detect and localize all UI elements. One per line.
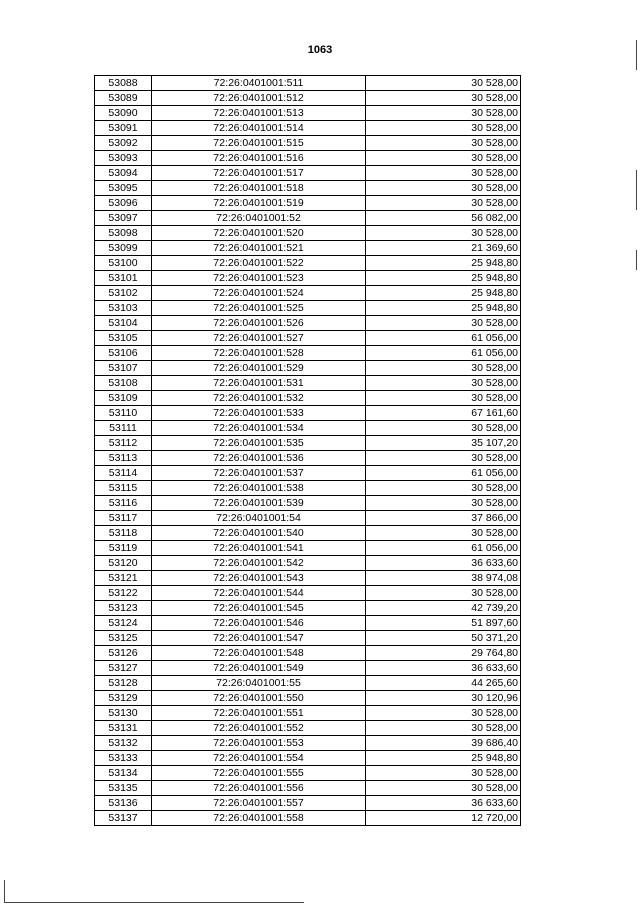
table-row [95,331,521,346]
table-row [95,256,521,271]
value-cell: 30 528,00 [366,226,521,241]
cadastral-number-cell: 72:26:0401001:538 [152,481,366,496]
row-number-cell: 53118 [95,526,152,541]
cadastral-number-cell: 72:26:0401001:547 [152,631,366,646]
value-cell: 61 056,00 [366,541,521,556]
table-row [95,511,521,526]
row-number-cell: 53129 [95,691,152,706]
cadastral-number-cell: 72:26:0401001:521 [152,241,366,256]
value-cell: 30 528,00 [366,196,521,211]
cadastral-number-cell: 72:26:0401001:52 [152,211,366,226]
table-row [95,136,521,151]
cadastral-number-cell: 72:26:0401001:531 [152,376,366,391]
row-number-cell: 53094 [95,166,152,181]
table-row [95,451,521,466]
cadastral-number-cell: 72:26:0401001:54 [152,511,366,526]
cadastral-number-cell: 72:26:0401001:557 [152,796,366,811]
table-row [95,781,521,796]
table-row [95,76,521,91]
row-number-cell: 53130 [95,706,152,721]
cadastral-number-cell: 72:26:0401001:529 [152,361,366,376]
cadastral-number-cell: 72:26:0401001:524 [152,286,366,301]
cadastral-number-cell: 72:26:0401001:551 [152,706,366,721]
row-number-cell: 53120 [95,556,152,571]
row-number-cell: 53099 [95,241,152,256]
cadastral-number-cell: 72:26:0401001:525 [152,301,366,316]
cadastral-number-cell: 72:26:0401001:532 [152,391,366,406]
value-cell: 25 948,80 [366,286,521,301]
scan-edge-mark [4,880,5,902]
row-number-cell: 53117 [95,511,152,526]
row-number-cell: 53095 [95,181,152,196]
table-row [95,241,521,256]
value-cell: 38 974,08 [366,571,521,586]
row-number-cell: 53131 [95,721,152,736]
table-row [95,181,521,196]
value-cell: 37 866,00 [366,511,521,526]
row-number-cell: 53114 [95,466,152,481]
cadastral-number-cell: 72:26:0401001:550 [152,691,366,706]
cadastral-number-cell: 72:26:0401001:522 [152,256,366,271]
value-cell: 30 528,00 [366,451,521,466]
table-row [95,706,521,721]
value-cell: 30 528,00 [366,421,521,436]
cadastral-number-cell: 72:26:0401001:543 [152,571,366,586]
cadastral-number-cell: 72:26:0401001:526 [152,316,366,331]
row-number-cell: 53116 [95,496,152,511]
row-number-cell: 53107 [95,361,152,376]
row-number-cell: 53126 [95,646,152,661]
row-number-cell: 53122 [95,586,152,601]
cadastral-number-cell: 72:26:0401001:555 [152,766,366,781]
value-cell: 30 528,00 [366,181,521,196]
value-cell: 30 528,00 [366,121,521,136]
table-row [95,631,521,646]
value-cell: 61 056,00 [366,466,521,481]
value-cell: 67 161,60 [366,406,521,421]
table-row [95,811,521,826]
cadastral-number-cell: 72:26:0401001:544 [152,586,366,601]
value-cell: 44 265,60 [366,676,521,691]
cadastral-number-cell: 72:26:0401001:542 [152,556,366,571]
value-cell: 30 528,00 [366,151,521,166]
value-cell: 30 528,00 [366,526,521,541]
cadastral-number-cell: 72:26:0401001:553 [152,736,366,751]
table-row [95,661,521,676]
cadastral-number-cell: 72:26:0401001:535 [152,436,366,451]
table-row [95,721,521,736]
value-cell: 36 633,60 [366,796,521,811]
table-row [95,556,521,571]
row-number-cell: 53112 [95,436,152,451]
table-row [95,436,521,451]
row-number-cell: 53103 [95,301,152,316]
value-cell: 30 528,00 [366,106,521,121]
table-row [95,391,521,406]
value-cell: 30 528,00 [366,166,521,181]
row-number-cell: 53111 [95,421,152,436]
row-number-cell: 53098 [95,226,152,241]
value-cell: 30 528,00 [366,721,521,736]
cadastral-number-cell: 72:26:0401001:549 [152,661,366,676]
table-row [95,646,521,661]
cadastral-number-cell: 72:26:0401001:552 [152,721,366,736]
value-cell: 30 528,00 [366,391,521,406]
row-number-cell: 53100 [95,256,152,271]
cadastral-number-cell: 72:26:0401001:545 [152,601,366,616]
row-number-cell: 53124 [95,616,152,631]
page-number: 1063 [307,44,333,56]
row-number-cell: 53134 [95,766,152,781]
table-row [95,496,521,511]
scan-edge-mark [4,902,304,903]
table-body [95,76,521,826]
table-row [95,226,521,241]
cadastral-number-cell: 72:26:0401001:548 [152,646,366,661]
value-cell: 42 739,20 [366,601,521,616]
row-number-cell: 53105 [95,331,152,346]
table-row [95,286,521,301]
row-number-cell: 53113 [95,451,152,466]
value-cell: 30 528,00 [366,376,521,391]
table-row [95,121,521,136]
value-cell: 25 948,80 [366,751,521,766]
table-row [95,751,521,766]
cadastral-number-cell: 72:26:0401001:516 [152,151,366,166]
value-cell: 30 528,00 [366,481,521,496]
table-row [95,301,521,316]
row-number-cell: 53115 [95,481,152,496]
scan-edge-mark [636,170,637,210]
cadastral-number-cell: 72:26:0401001:541 [152,541,366,556]
row-number-cell: 53125 [95,631,152,646]
cadastral-number-cell: 72:26:0401001:527 [152,331,366,346]
row-number-cell: 53133 [95,751,152,766]
value-cell: 30 528,00 [366,316,521,331]
row-number-cell: 53137 [95,811,152,826]
cadastral-number-cell: 72:26:0401001:536 [152,451,366,466]
value-cell: 30 528,00 [366,91,521,106]
value-cell: 56 082,00 [366,211,521,226]
value-cell: 39 686,40 [366,736,521,751]
table-row [95,106,521,121]
value-cell: 30 528,00 [366,136,521,151]
value-cell: 36 633,60 [366,661,521,676]
cadastral-number-cell: 72:26:0401001:534 [152,421,366,436]
row-number-cell: 53093 [95,151,152,166]
table-row [95,91,521,106]
value-cell: 21 369,60 [366,241,521,256]
row-number-cell: 53091 [95,121,152,136]
table-row [95,601,521,616]
table-row [95,676,521,691]
cadastral-number-cell: 72:26:0401001:528 [152,346,366,361]
value-cell: 30 528,00 [366,361,521,376]
table-row [95,151,521,166]
row-number-cell: 53096 [95,196,152,211]
cadastral-number-cell: 72:26:0401001:554 [152,751,366,766]
row-number-cell: 53132 [95,736,152,751]
cadastral-number-cell: 72:26:0401001:55 [152,676,366,691]
value-cell: 51 897,60 [366,616,521,631]
row-number-cell: 53109 [95,391,152,406]
value-cell: 30 120,96 [366,691,521,706]
value-cell: 25 948,80 [366,256,521,271]
row-number-cell: 53136 [95,796,152,811]
value-cell: 36 633,60 [366,556,521,571]
table-row [95,586,521,601]
table-row [95,361,521,376]
value-cell: 30 528,00 [366,781,521,796]
cadastral-number-cell: 72:26:0401001:537 [152,466,366,481]
value-cell: 30 528,00 [366,496,521,511]
row-number-cell: 53090 [95,106,152,121]
cadastral-number-cell: 72:26:0401001:533 [152,406,366,421]
value-cell: 35 107,20 [366,436,521,451]
table-row [95,481,521,496]
row-number-cell: 53104 [95,316,152,331]
row-number-cell: 53110 [95,406,152,421]
cadastral-number-cell: 72:26:0401001:519 [152,196,366,211]
table-row [95,166,521,181]
row-number-cell: 53089 [95,91,152,106]
cadastral-number-cell: 72:26:0401001:556 [152,781,366,796]
table-row [95,196,521,211]
row-number-cell: 53101 [95,271,152,286]
cadastral-number-cell: 72:26:0401001:523 [152,271,366,286]
cadastral-number-cell: 72:26:0401001:518 [152,181,366,196]
row-number-cell: 53128 [95,676,152,691]
table-row [95,376,521,391]
cadastral-number-cell: 72:26:0401001:517 [152,166,366,181]
table-row [95,271,521,286]
value-cell: 61 056,00 [366,331,521,346]
table-row [95,691,521,706]
table-row [95,796,521,811]
row-number-cell: 53088 [95,76,152,91]
value-cell: 12 720,00 [366,811,521,826]
table-row [95,316,521,331]
cadastral-number-cell: 72:26:0401001:515 [152,136,366,151]
cadastral-number-cell: 72:26:0401001:540 [152,526,366,541]
cadastral-number-cell: 72:26:0401001:514 [152,121,366,136]
row-number-cell: 53123 [95,601,152,616]
value-cell: 25 948,80 [366,301,521,316]
value-cell: 30 528,00 [366,586,521,601]
value-cell: 29 764,80 [366,646,521,661]
table-row [95,526,521,541]
cadastral-number-cell: 72:26:0401001:511 [152,76,366,91]
value-cell: 30 528,00 [366,766,521,781]
cadastral-number-cell: 72:26:0401001:512 [152,91,366,106]
scan-edge-mark [636,250,637,270]
table-row [95,766,521,781]
value-cell: 30 528,00 [366,76,521,91]
cadastral-number-cell: 72:26:0401001:558 [152,811,366,826]
scan-edge-mark [636,40,637,70]
table-row [95,466,521,481]
table-row [95,616,521,631]
row-number-cell: 53127 [95,661,152,676]
table-row [95,541,521,556]
cadastral-number-cell: 72:26:0401001:520 [152,226,366,241]
table-row [95,571,521,586]
value-cell: 25 948,80 [366,271,521,286]
table-row [95,421,521,436]
cadastral-number-cell: 72:26:0401001:539 [152,496,366,511]
row-number-cell: 53097 [95,211,152,226]
table-row [95,736,521,751]
value-cell: 30 528,00 [366,706,521,721]
table-row [95,211,521,226]
row-number-cell: 53108 [95,376,152,391]
row-number-cell: 53092 [95,136,152,151]
row-number-cell: 53121 [95,571,152,586]
table-row [95,346,521,361]
cadastral-number-cell: 72:26:0401001:513 [152,106,366,121]
row-number-cell: 53102 [95,286,152,301]
value-cell: 50 371,20 [366,631,521,646]
cadastral-number-cell: 72:26:0401001:546 [152,616,366,631]
value-cell: 61 056,00 [366,346,521,361]
row-number-cell: 53119 [95,541,152,556]
table-row [95,406,521,421]
row-number-cell: 53106 [95,346,152,361]
row-number-cell: 53135 [95,781,152,796]
registry-table [94,75,521,826]
